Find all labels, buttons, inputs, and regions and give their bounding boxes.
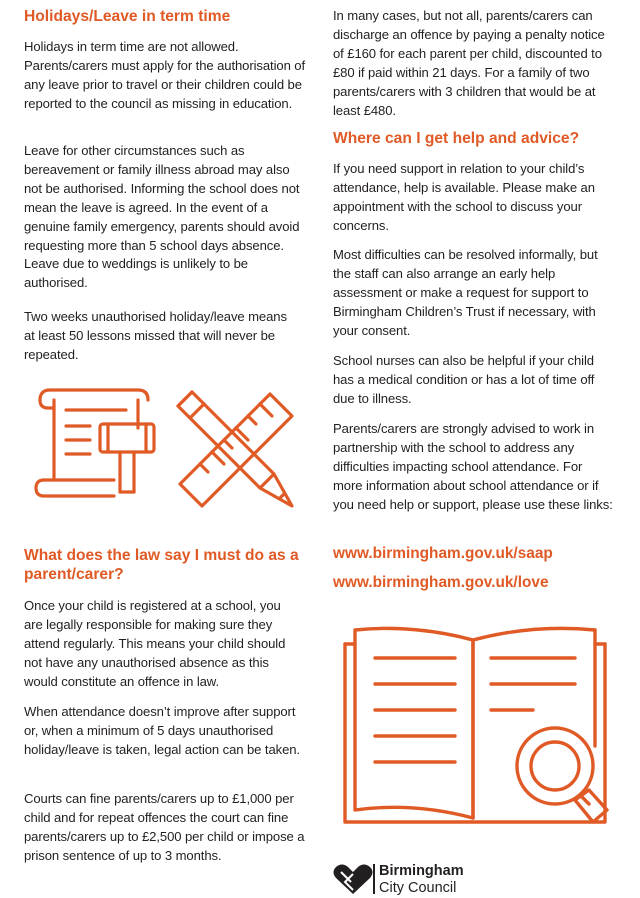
heading-law: What does the law say I must do as a parent/carer? bbox=[24, 547, 299, 583]
link-love[interactable]: www.birmingham.gov.uk/love bbox=[333, 574, 549, 591]
paragraph-penalty: In many cases, but not all, parents/carers can discharge an offence by paying a penalty notice of £160 for each parent per child, discounted to £80 if paid within 21 days. For a family of two parents/carers with 3 children that would be at least £480. bbox=[333, 8, 605, 118]
heart-logo-icon bbox=[333, 862, 373, 896]
paragraph-law-2: When attendance doesn’t improve after support or, when a minimum of 5 days unauthorised holiday/leave is taken, legal action can be taken. bbox=[24, 704, 300, 757]
logo-line-2: City Council bbox=[379, 880, 457, 896]
document-gavel-icon bbox=[34, 388, 166, 506]
paragraph-help-1: If you need support in relation to your child’s attendance, help is available. Please make an appointment with the school to discuss your concerns. bbox=[333, 161, 595, 233]
logo-divider bbox=[373, 864, 375, 894]
paragraph-help-2: Most difficulties can be resolved informally, but the staff can also arrange an early help assessment or make a request for support to Birmingham Children’s Trust if necessary, with your consent. bbox=[333, 247, 598, 338]
birmingham-city-council-logo bbox=[333, 862, 513, 896]
logo-line-1: Birmingham bbox=[379, 863, 464, 879]
paragraph-holidays-2: Leave for other circumstances such as bereavement or family illness abroad may also not be authorised. Informing the school does not mean the leave is agreed. In the event of a genuine family emergency, parents should avoid requesting more than 5 school days absence. Leave due to weddings is unlikely to be authorised. bbox=[24, 143, 300, 291]
pencil-ruler-icon bbox=[174, 388, 298, 512]
paragraph-law-1: Once your child is registered at a school, you are legally responsible for making sure they attend regularly. This means your child should not have any unauthorised absence as this would constitute an offence in law. bbox=[24, 598, 286, 689]
paragraph-holidays-3: Two weeks unauthorised holiday/leave means at least 50 lessons missed that will never be repeated. bbox=[24, 309, 287, 362]
paragraph-help-3: School nurses can also be helpful if your child has a medical condition or has a lot of time off due to illness. bbox=[333, 353, 595, 406]
heading-help: Where can I get help and advice? bbox=[333, 130, 580, 147]
heading-holidays: Holidays/Leave in term time bbox=[24, 8, 231, 25]
open-book-magnifier-icon bbox=[343, 626, 613, 838]
paragraph-law-3: Courts can fine parents/carers up to £1,000 per child and for repeat offences the court can fine parents/carers up to £2,500 per child or impose a prison sentence of up to 3 months. bbox=[24, 791, 305, 863]
paragraph-help-4: Parents/carers are strongly advised to work in partnership with the school to address any difficulties impacting school attendance. For more information about school attendance or if you need help or support, please use these links: bbox=[333, 421, 613, 512]
link-saap[interactable]: www.birmingham.gov.uk/saap bbox=[333, 545, 553, 562]
paragraph-holidays-1: Holidays in term time are not allowed. Parents/carers must apply for the authorisation of any leave prior to travel or their children could be reported to the council as missing in education. bbox=[24, 39, 306, 111]
